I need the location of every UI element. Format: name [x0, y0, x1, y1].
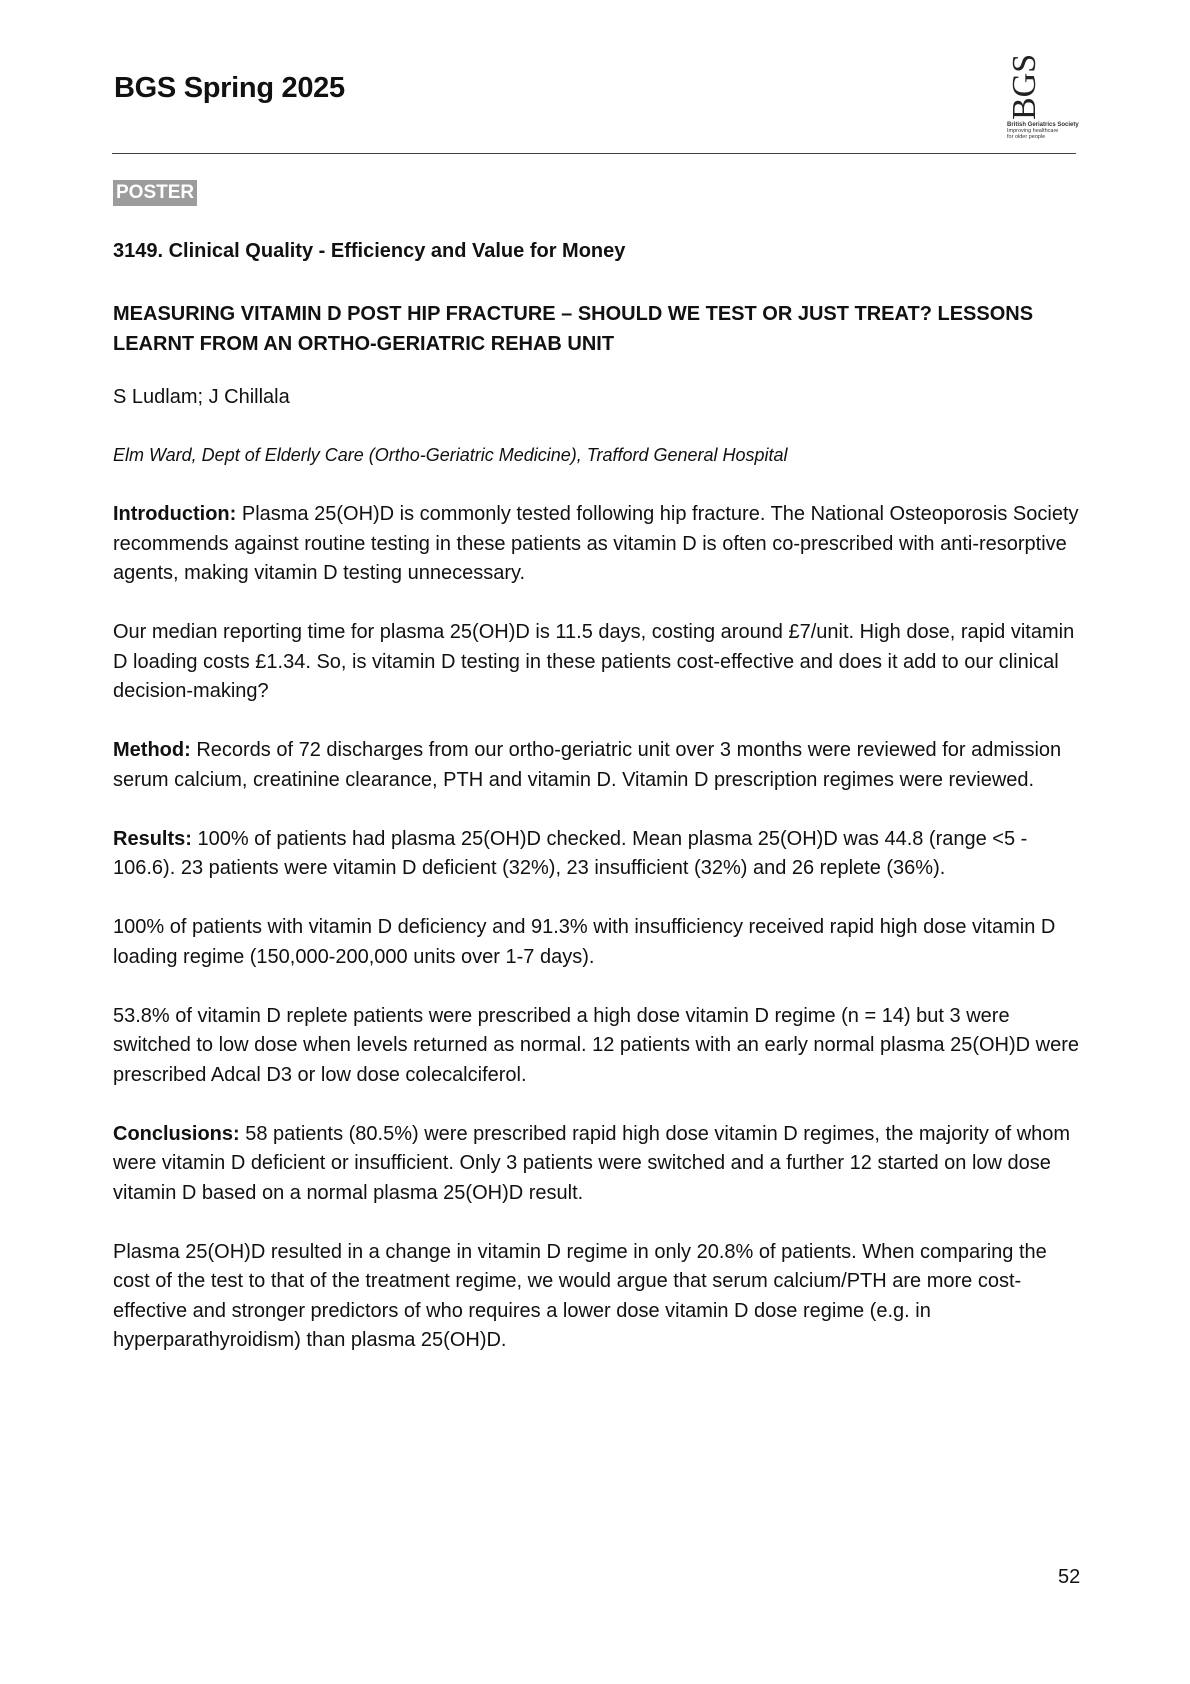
- logo-caption: [1007, 122, 1079, 141]
- conclusions-paragraph: [113, 1120, 1088, 1209]
- introduction-label: Introduction:: [113, 503, 237, 525]
- header-divider: [112, 153, 1076, 154]
- page-number: 52: [1058, 1566, 1081, 1588]
- bgs-logo: [1003, 50, 1093, 145]
- bgs-monogram-text: BGS: [1006, 53, 1043, 120]
- abstract-body: [113, 500, 1088, 1385]
- results-label: Results:: [113, 827, 192, 850]
- method-label: Method:: [113, 739, 191, 761]
- authors: S Ludlam; J Chillala: [113, 386, 290, 408]
- introduction-text: Plasma 25(OH)D is commonly tested following hip fracture. The National Osteoporosis Society recommends against routine testing in these patients as vitamin D is often co-prescribed with anti-resorptive agents, making vitamin D testing unnecessary.: [113, 503, 1079, 584]
- abstract-track: 3149. Clinical Quality - Efficiency and Value for Money: [113, 240, 626, 262]
- logo-org-name: British Geriatrics Society: [1007, 122, 1079, 128]
- logo-tagline-1: Improving healthcare: [1007, 128, 1059, 135]
- bgs-monogram-icon: [1006, 50, 1043, 122]
- introduction-paragraph-2: Our median reporting time for plasma 25(OH)D is 11.5 days, costing around £7/unit. High dose, rapid vitamin D loading costs £1.34. So, is vitamin D testing in these patients cost-effective and does it add to our clinical decision-making?: [113, 621, 1075, 702]
- affiliation: Elm Ward, Dept of Elderly Care (Ortho-Geriatric Medicine), Trafford General Hospital: [113, 445, 788, 465]
- results-text: 100% of patients had plasma 25(OH)D checked. Mean plasma 25(OH)D was 44.8 (range <5 - 106.6). 23 patients were vitamin D deficient (32%), 23 insufficient (32%) and 26 replete (36%).: [113, 827, 1028, 879]
- method-text: Records of 72 discharges from our ortho-geriatric unit over 3 months were reviewed for admission serum calcium, creatinine clearance, PTH and vitamin D. Vitamin D prescription regimes were reviewed.: [113, 739, 1062, 791]
- results-paragraph: [113, 825, 1088, 884]
- abstract-title: MEASURING VITAMIN D POST HIP FRACTURE – SHOULD WE TEST OR JUST TREAT? LESSONS LEARNT FROM AN ORTHO-GERIATRIC REHAB UNIT: [113, 303, 1034, 355]
- introduction-paragraph: [113, 500, 1088, 589]
- poster-badge: POSTER: [113, 180, 197, 206]
- conclusions-paragraph-2: Plasma 25(OH)D resulted in a change in vitamin D regime in only 20.8% of patients. When comparing the cost of the test to that of the treatment regime, we would argue that serum calcium/PTH are more cost-effective and stronger predictors of who requires a lower dose vitamin D dose regime (e.g. in hyperparathyroidism) than plasma 25(OH)D.: [113, 1240, 1047, 1351]
- page-title: BGS Spring 2025: [114, 72, 345, 104]
- results-paragraph-3: 53.8% of vitamin D replete patients were prescribed a high dose vitamin D regime (n = 14) but 3 were switched to low dose when levels returned as normal. 12 patients with an early normal plasma 25(OH)D were prescribed Adcal D3 or low dose colecalciferol.: [113, 1004, 1080, 1086]
- method-paragraph: [113, 736, 1088, 795]
- logo-tagline-2: for older people: [1007, 134, 1046, 141]
- conclusions-label: Conclusions:: [113, 1122, 240, 1145]
- conclusions-text: 58 patients (80.5%) were prescribed rapid high dose vitamin D regimes, the majority of whom were vitamin D deficient or insufficient. Only 3 patients were switched and a further 12 started on low dose vitamin D based on a normal plasma 25(OH)D result.: [113, 1122, 1071, 1204]
- results-paragraph-2: 100% of patients with vitamin D deficiency and 91.3% with insufficiency received rapid high dose vitamin D loading regime (150,000-200,000 units over 1-7 days).: [113, 916, 1056, 968]
